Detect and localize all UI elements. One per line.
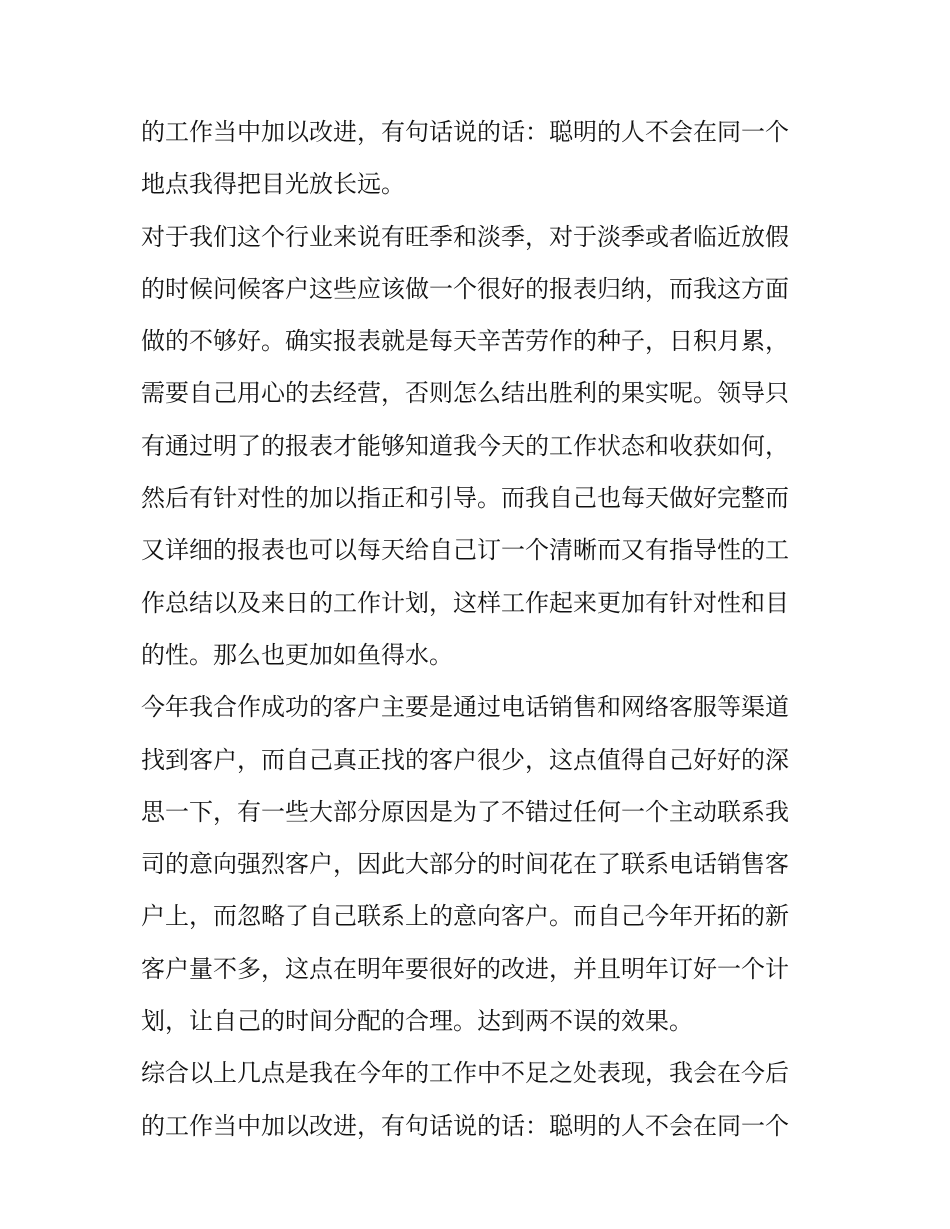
text-line: 做的不够好。确实报表就是每天辛苦劳作的种子，日积月累， — [141, 327, 789, 356]
text-line: 思一下，有一些大部分原因是为了不错过任何一个主动联系我 — [141, 797, 789, 826]
text-line: 客户量不多，这点在明年要很好的改进，并且明年订好一个计 — [141, 954, 789, 983]
text-line: 然后有针对性的加以指正和引导。而我自己也每天做好完整而 — [141, 484, 789, 513]
text-line: 的工作当中加以改进，有句话说的话：聪明的人不会在同一个 — [141, 118, 789, 146]
text-line: 对于我们这个行业来说有旺季和淡季，对于淡季或者临近放假 — [141, 222, 789, 251]
text-line: 地点我得把目光放长远。 — [141, 170, 405, 199]
text-line: 的性。那么也更加如鱼得水。 — [141, 640, 453, 669]
text-line: 划，让自己的时间分配的合理。达到两不误的效果。 — [141, 1007, 693, 1036]
text-line: 的时候问候客户这些应该做一个很好的报表归纳，而我这方面 — [141, 274, 789, 303]
document-body-text — [141, 106, 813, 1152]
text-line: 有通过明了的报表才能够知道我今天的工作状态和收获如何， — [141, 431, 789, 460]
text-line: 找到客户，而自己真正找的客户很少，这点值得自己好好的深 — [141, 745, 789, 774]
text-line: 今年我合作成功的客户主要是通过电话销售和网络客服等渠道 — [141, 693, 789, 722]
text-line: 又详细的报表也可以每天给自己订一个清晰而又有指导性的工 — [141, 536, 789, 565]
text-line: 作总结以及来日的工作计划，这样工作起来更加有针对性和目 — [141, 588, 789, 617]
text-line: 需要自己用心的去经营，否则怎么结出胜利的果实呢。领导只 — [141, 379, 789, 408]
text-line: 司的意向强烈客户，因此大部分的时间花在了联系电话销售客 — [141, 850, 789, 879]
text-line: 户上，而忽略了自己联系上的意向客户。而自己今年开拓的新 — [141, 902, 789, 931]
text-line: 的工作当中加以改进，有句话说的话：聪明的人不会在同一个 — [141, 1111, 789, 1140]
text-line: 综合以上几点是我在今年的工作中不足之处表现，我会在今后 — [141, 1059, 789, 1088]
